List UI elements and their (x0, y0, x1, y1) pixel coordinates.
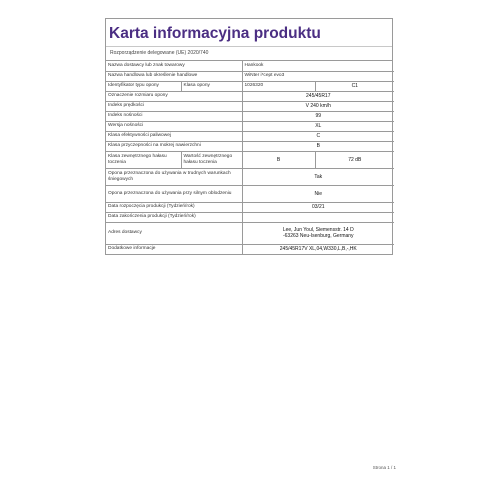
row-value: Nie (242, 185, 394, 202)
table-row (106, 202, 394, 212)
row-label: Adres dostawcy (106, 222, 242, 244)
row-value: 03/21 (242, 202, 394, 212)
row-value: B (242, 151, 315, 168)
row-label: Dodatkowe informacje (106, 244, 242, 254)
row-value: Hankook (242, 61, 394, 71)
row-value: C (242, 131, 394, 141)
row-subvalue: 72 dB (315, 151, 394, 168)
row-label: Wersja nośności (106, 121, 242, 131)
table-row (106, 91, 394, 101)
row-value: V 240 km/h (242, 101, 394, 111)
row-value: Tak (242, 168, 394, 185)
table-row (106, 141, 394, 151)
sheet-frame (105, 18, 393, 255)
table-row (106, 151, 394, 168)
row-label: Nazwa dostawcy lub znak towarowy (106, 61, 242, 71)
row-label: Indeks nośności (106, 111, 242, 121)
row-label: Klasa przyczepności na mokrej nawierzchni (106, 141, 242, 151)
row-label: Oznaczenie rozmiaru opony (106, 91, 242, 101)
page-title: Karta informacyjna produktu (106, 19, 392, 47)
row-label: Indeks prędkości (106, 101, 242, 111)
row-value (242, 222, 394, 244)
row-label: Identyfikator typu opony (106, 81, 181, 91)
row-label: Opona przeznaczona do używania w trudnych warunkach śniegowych (106, 168, 242, 185)
row-value: WiNter i*cept evo3 (242, 71, 394, 81)
regulation-reference: Rozporządzenie delegowane (UE) 2020/740 (106, 47, 392, 61)
row-value: 99 (242, 111, 394, 121)
row-label: Klasa zewnętrznego hałasu toczenia (106, 151, 181, 168)
row-value: B (242, 141, 394, 151)
row-value: XL (242, 121, 394, 131)
row-label: Data rozpoczęcia produkcji (Tydzień/rok) (106, 202, 242, 212)
row-label: Klasa efektywności paliwowej (106, 131, 242, 141)
product-info-table (106, 61, 394, 254)
product-info-sheet (105, 18, 393, 255)
table-row (106, 185, 394, 202)
table-row (106, 244, 394, 254)
table-row (106, 101, 394, 111)
address-line-1: Lee, Jun Youl, Siemensstr. 14 D (282, 227, 354, 233)
row-label: Nazwa handlowa lub określenie handlowe (106, 71, 242, 81)
table-row (106, 61, 394, 71)
address-line-2: -63263 Neu-Isenburg, Germany (282, 233, 354, 239)
row-value: 245/45R17V XL,04,W330,L,B,-,HK (242, 244, 394, 254)
table-row (106, 131, 394, 141)
row-subvalue: C1 (315, 81, 394, 91)
row-sublabel: Wartość zewnętrznego hałasu toczenia (181, 151, 242, 168)
row-value: 245/45R17 (242, 91, 394, 101)
table-row (106, 222, 394, 244)
row-label: Opona przeznaczona do używania przy silnym oblodzeniu (106, 185, 242, 202)
table-row (106, 71, 394, 81)
row-value (242, 212, 394, 222)
row-sublabel: Klasa opony (181, 81, 242, 91)
row-label: Data zakończenia produkcji (Tydzień/rok) (106, 212, 242, 222)
table-row (106, 81, 394, 91)
table-row (106, 111, 394, 121)
table-row (106, 212, 394, 222)
table-row (106, 168, 394, 185)
page-number: Strona 1 / 1 (372, 465, 396, 470)
table-row (106, 121, 394, 131)
row-value: 1026320 (242, 81, 315, 91)
